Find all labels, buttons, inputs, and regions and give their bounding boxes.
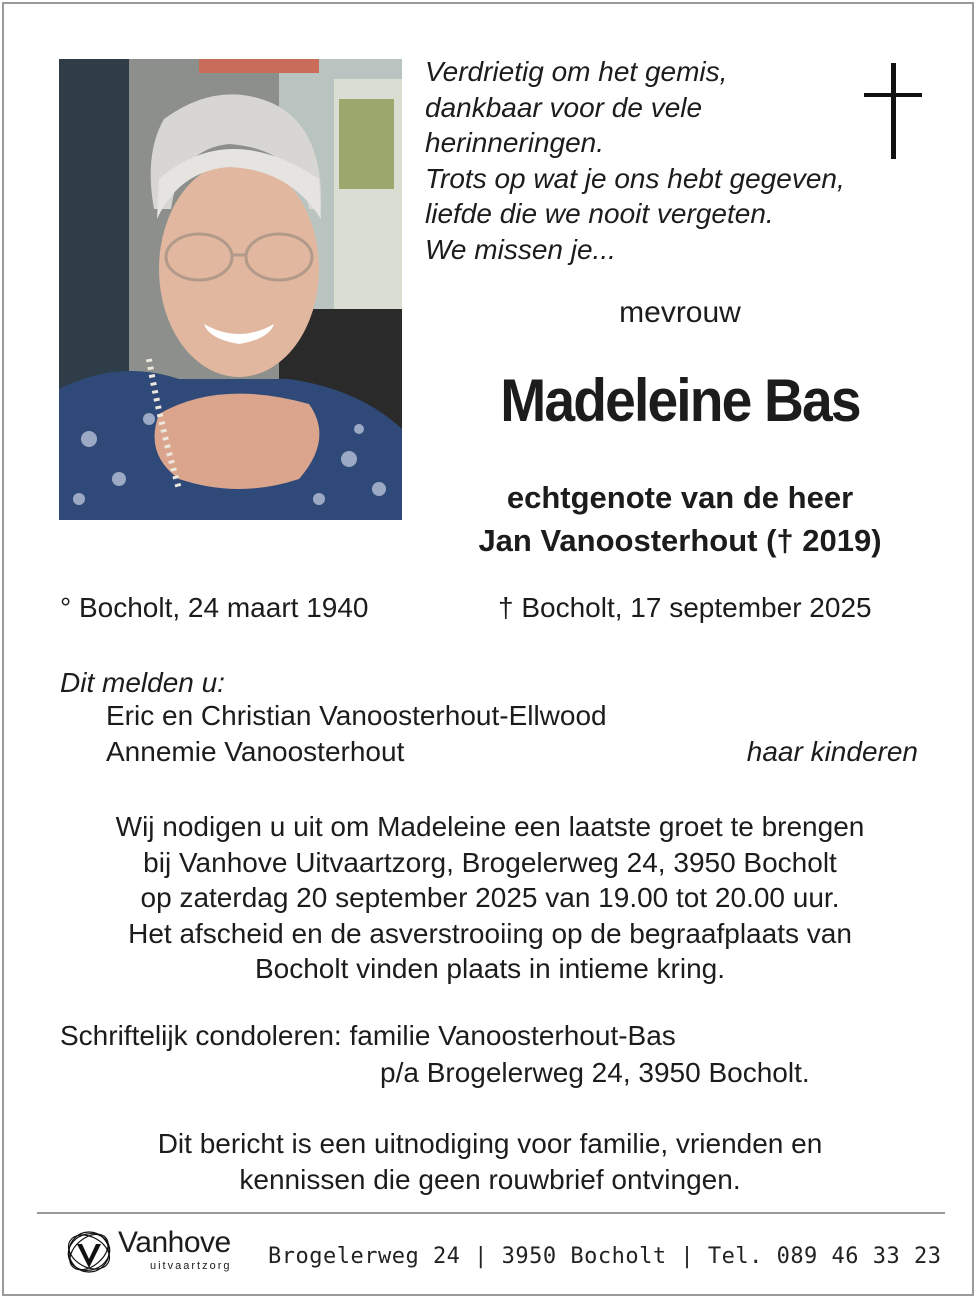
spouse-line: Jan Vanoosterhout († 2019) — [478, 523, 882, 558]
invitation-line: op zaterdag 20 september 2025 van 19.00 tot 20.00 uur. — [140, 882, 840, 913]
invitation-line: bij Vanhove Uitvaartzorg, Brogelerweg 24, 3950 Bocholt — [143, 846, 837, 878]
poem-line: dankbaar voor de vele — [425, 91, 703, 123]
latin-cross-icon — [864, 63, 924, 164]
portrait-photo — [59, 59, 402, 520]
invitation-line: Het afscheid en de asverstrooiing op de begraafplaats van — [128, 917, 852, 949]
brand-subtitle: uitvaartzorg — [150, 1260, 232, 1272]
poem-line: Trots op wat je ons hebt gegeven, — [425, 162, 845, 194]
invitation-text — [40, 809, 940, 987]
invitation-line: Wij nodigen u uit om Madeleine een laatste groet te brengen — [115, 811, 865, 842]
brand-name: Vanhove — [118, 1226, 231, 1259]
deceased-name: Madeleine Bas — [500, 367, 860, 434]
condolence-address: p/a Brogelerweg 24, 3950 Bocholt. — [380, 1057, 810, 1088]
relation-label: haar kinderen — [746, 736, 918, 767]
memorial-poem — [425, 54, 905, 267]
birth-date: ° Bocholt, 24 maart 1940 — [60, 592, 369, 623]
announcement-intro: Dit melden u: — [60, 667, 225, 698]
poem-line: liefde die we nooit vergeten. — [425, 198, 774, 229]
condolence-line: Schriftelijk condoleren: familie Vanoosterhout-Bas — [60, 1020, 676, 1051]
spouse-info — [420, 476, 940, 562]
notice-line: kennissen die geen rouwbrief ontvingen. — [239, 1164, 741, 1195]
notice-line: Dit bericht is een uitnodiging voor familie, vrienden en — [157, 1128, 823, 1159]
child-name: Annemie Vanoosterhout — [106, 736, 405, 767]
spouse-line: echtgenote van de heer — [506, 480, 854, 515]
death-date: † Bocholt, 17 september 2025 — [498, 592, 872, 623]
poem-line: We missen je... — [425, 233, 616, 265]
child-name: Eric en Christian Vanoosterhout-Ellwood — [106, 700, 607, 731]
footer-divider — [37, 1212, 945, 1214]
honorific: mevrouw — [619, 296, 741, 329]
invitation-line: Bocholt vinden plaats in intieme kring. — [254, 953, 726, 984]
poem-line: Verdrietig om het gemis, — [425, 56, 728, 87]
poem-line: herinneringen. — [425, 127, 605, 158]
notice-text — [40, 1126, 940, 1198]
funeral-home-contact: Brogelerweg 24 | 3950 Bocholt | Tel. 089 46 33 23 — [268, 1244, 942, 1269]
